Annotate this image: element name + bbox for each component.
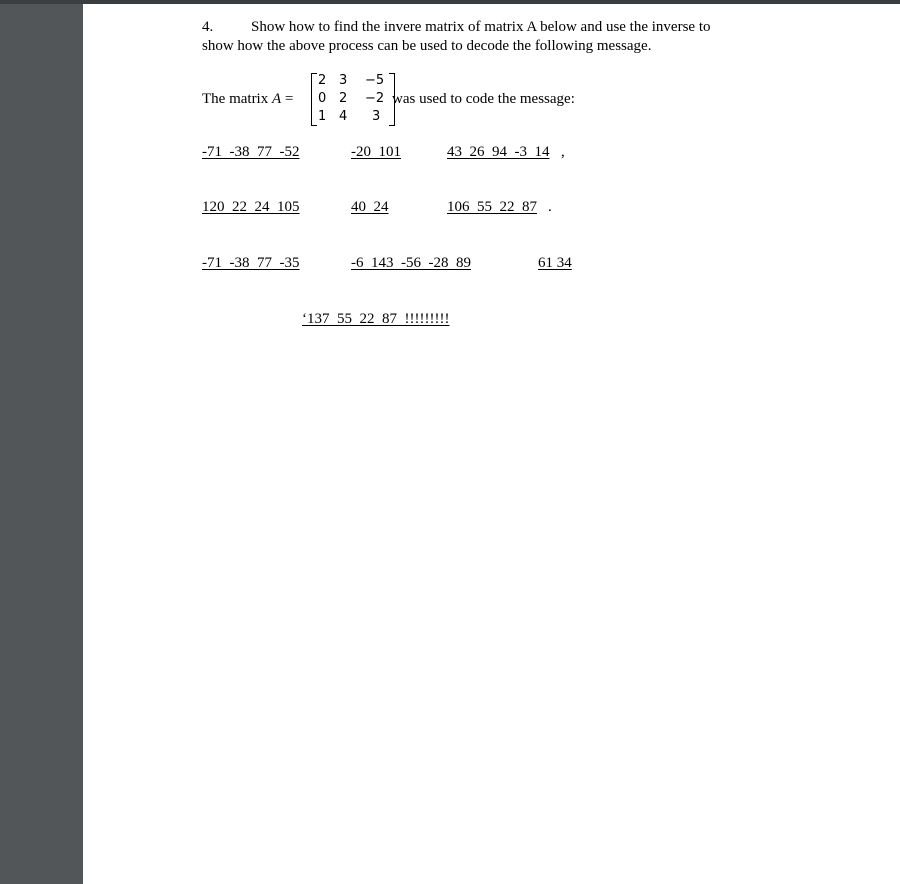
problem-number: 4. xyxy=(202,19,214,35)
matrix-cell: −2 xyxy=(365,91,385,106)
problem-line-2: show how the above process can be used to decode the following message. xyxy=(202,38,652,54)
matrix-cell: 3 xyxy=(372,109,381,124)
matrix-cell: 3 xyxy=(339,73,348,88)
matrix-cell: 0 xyxy=(318,91,327,106)
matrix-label xyxy=(202,91,293,108)
matrix-equals: = xyxy=(281,91,294,107)
problem-line-1: Show how to find the invere matrix of matrix A below and use the inverse to xyxy=(251,19,711,35)
code-group: -71 -38 77 -35 xyxy=(202,255,300,271)
code-punctuation: . xyxy=(548,199,552,215)
code-group: 120 22 24 105 xyxy=(202,199,300,215)
matrix-label-prefix: The matrix xyxy=(202,91,272,107)
matrix-cell: −5 xyxy=(365,73,385,88)
matrix-cell: 2 xyxy=(339,91,348,106)
code-group: 61 34 xyxy=(538,255,572,271)
code-group: 40 24 xyxy=(351,199,389,215)
code-punctuation: , xyxy=(561,144,565,160)
matrix-cell: 1 xyxy=(318,109,327,124)
code-group: ‘137 55 22 87 !!!!!!!!! xyxy=(302,311,450,327)
matrix-var: A xyxy=(271,91,282,107)
code-group: 43 26 94 -3 14 xyxy=(447,144,550,160)
code-group: -20 101 xyxy=(351,144,401,160)
document-page xyxy=(83,4,900,884)
code-group: -6 143 -56 -28 89 xyxy=(351,255,471,271)
code-group: -71 -38 77 -52 xyxy=(202,144,300,160)
matrix-a xyxy=(310,72,396,126)
matrix-cell: 2 xyxy=(318,73,327,88)
matrix-cell: 4 xyxy=(339,109,348,124)
code-group: 106 55 22 87 xyxy=(447,199,537,215)
matrix-suffix: was used to code the message: xyxy=(392,91,575,107)
matrix-left-bracket xyxy=(311,73,317,126)
